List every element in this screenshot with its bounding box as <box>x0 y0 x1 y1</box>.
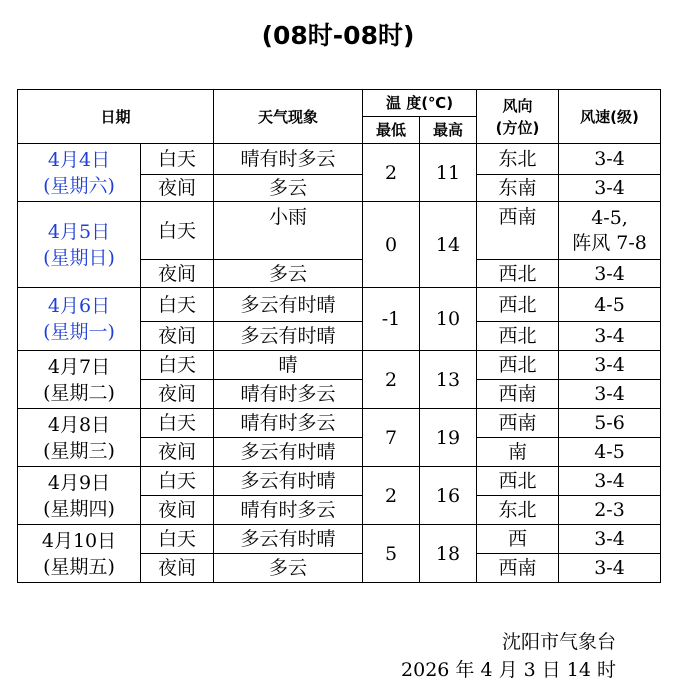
weather-night: 多云 <box>214 260 363 288</box>
temp-max: 13 <box>420 351 477 409</box>
header-wind-speed: 风速(级) <box>559 90 661 144</box>
table-row <box>18 467 661 496</box>
wind-speed-night: 3-4 <box>559 322 661 351</box>
weekday-label: (星期二) <box>43 381 115 404</box>
period-night: 夜间 <box>141 322 214 351</box>
header-temperature: 温 度(℃) <box>363 90 477 117</box>
wind-direction-night: 西北 <box>477 260 559 288</box>
wind-speed-day: 3-4 <box>559 144 661 175</box>
weather-day: 多云有时晴 <box>214 467 363 496</box>
temp-min: 5 <box>363 525 420 583</box>
forecast-table <box>17 89 661 583</box>
temp-max: 18 <box>420 525 477 583</box>
wind-speed-night: 4-5 <box>559 438 661 467</box>
temp-min: 2 <box>363 467 420 525</box>
wind-direction-day: 西南 <box>477 409 559 438</box>
period-night: 夜间 <box>141 496 214 525</box>
wind-direction-night: 东北 <box>477 496 559 525</box>
wind-direction-night: 西北 <box>477 322 559 351</box>
period-night: 夜间 <box>141 260 214 288</box>
date-label: 4月10日 <box>41 529 117 552</box>
period-day: 白天 <box>141 525 214 554</box>
period-day: 白天 <box>141 409 214 438</box>
wind-speed-day: 5-6 <box>559 409 661 438</box>
weather-day: 小雨 <box>214 202 363 260</box>
header-weather: 天气现象 <box>214 90 363 144</box>
date-label: 4月7日 <box>47 355 111 378</box>
table-row <box>18 202 661 260</box>
wind-direction-night: 西南 <box>477 380 559 409</box>
wind-direction-day: 西北 <box>477 467 559 496</box>
wind-direction-night: 西南 <box>477 554 559 583</box>
issuing-office: 沈阳市气象台 <box>501 631 616 653</box>
wind-direction-day: 西南 <box>477 202 559 260</box>
date-cell <box>18 202 141 288</box>
date-label: 4月9日 <box>47 471 111 494</box>
date-cell <box>18 144 141 202</box>
period-day: 白天 <box>141 351 214 380</box>
page-title: (08时-08时) <box>261 21 415 50</box>
weather-night: 多云有时晴 <box>214 438 363 467</box>
date-label: 4月5日 <box>47 220 111 243</box>
weekday-label: (星期四) <box>43 497 115 520</box>
temp-min: 2 <box>363 144 420 202</box>
wind-speed-night: 3-4 <box>559 554 661 583</box>
temp-min: 0 <box>363 202 420 288</box>
table-row <box>18 351 661 380</box>
weather-night: 多云 <box>214 175 363 202</box>
weekday-label: (星期六) <box>43 174 115 197</box>
date-cell <box>18 288 141 351</box>
temp-max: 14 <box>420 202 477 288</box>
header-wind-direction: 风向 (方位) <box>477 90 559 144</box>
weather-day: 多云有时晴 <box>214 525 363 554</box>
date-label: 4月8日 <box>47 413 111 436</box>
weather-night: 晴有时多云 <box>214 496 363 525</box>
period-day: 白天 <box>141 288 214 322</box>
header-temp-max: 最高 <box>420 117 477 144</box>
temp-min: 7 <box>363 409 420 467</box>
date-cell <box>18 351 141 409</box>
wind-speed-night: 3-4 <box>559 175 661 202</box>
weather-night: 晴有时多云 <box>214 380 363 409</box>
temp-max: 19 <box>420 409 477 467</box>
table-row <box>18 525 661 554</box>
period-night: 夜间 <box>141 554 214 583</box>
wind-direction-day: 东北 <box>477 144 559 175</box>
temp-max: 11 <box>420 144 477 202</box>
wind-speed-night: 3-4 <box>559 380 661 409</box>
wind-speed-night: 2-3 <box>559 496 661 525</box>
table-row <box>18 288 661 322</box>
temp-min: 2 <box>363 351 420 409</box>
date-cell <box>18 467 141 525</box>
wind-speed-day: 4-5, 阵风 7-8 <box>559 202 661 260</box>
weekday-label: (星期五) <box>43 555 115 578</box>
weather-day: 晴有时多云 <box>214 409 363 438</box>
period-night: 夜间 <box>141 380 214 409</box>
header-date: 日期 <box>18 90 214 144</box>
weekday-label: (星期日) <box>43 246 115 269</box>
header-row-top <box>18 90 661 117</box>
date-label: 4月6日 <box>47 295 111 317</box>
period-night: 夜间 <box>141 175 214 202</box>
issue-time: 2026 年 4 月 3 日 14 时 <box>401 659 616 681</box>
date-cell <box>18 525 141 583</box>
temp-min: -1 <box>363 288 420 351</box>
forecast-body <box>18 144 661 583</box>
wind-direction-night: 南 <box>477 438 559 467</box>
wind-direction-night: 东南 <box>477 175 559 202</box>
weekday-label: (星期三) <box>43 439 115 462</box>
weather-day: 晴 <box>214 351 363 380</box>
weather-day: 晴有时多云 <box>214 144 363 175</box>
temp-max: 16 <box>420 467 477 525</box>
period-night: 夜间 <box>141 438 214 467</box>
wind-speed-night: 3-4 <box>559 260 661 288</box>
weather-night: 多云有时晴 <box>214 322 363 351</box>
wind-direction-day: 西北 <box>477 288 559 322</box>
wind-speed-day: 4-5 <box>559 288 661 322</box>
header-temp-min: 最低 <box>363 117 420 144</box>
period-day: 白天 <box>141 202 214 260</box>
wind-direction-day: 西 <box>477 525 559 554</box>
wind-direction-day: 西北 <box>477 351 559 380</box>
wind-speed-day: 3-4 <box>559 525 661 554</box>
date-cell <box>18 409 141 467</box>
period-day: 白天 <box>141 144 214 175</box>
weekday-label: (星期一) <box>43 321 115 343</box>
weather-night: 多云 <box>214 554 363 583</box>
table-row <box>18 409 661 438</box>
period-day: 白天 <box>141 467 214 496</box>
temp-max: 10 <box>420 288 477 351</box>
wind-speed-day: 3-4 <box>559 351 661 380</box>
wind-speed-day: 3-4 <box>559 467 661 496</box>
weather-day: 多云有时晴 <box>214 288 363 322</box>
date-label: 4月4日 <box>47 148 111 171</box>
table-row <box>18 144 661 175</box>
